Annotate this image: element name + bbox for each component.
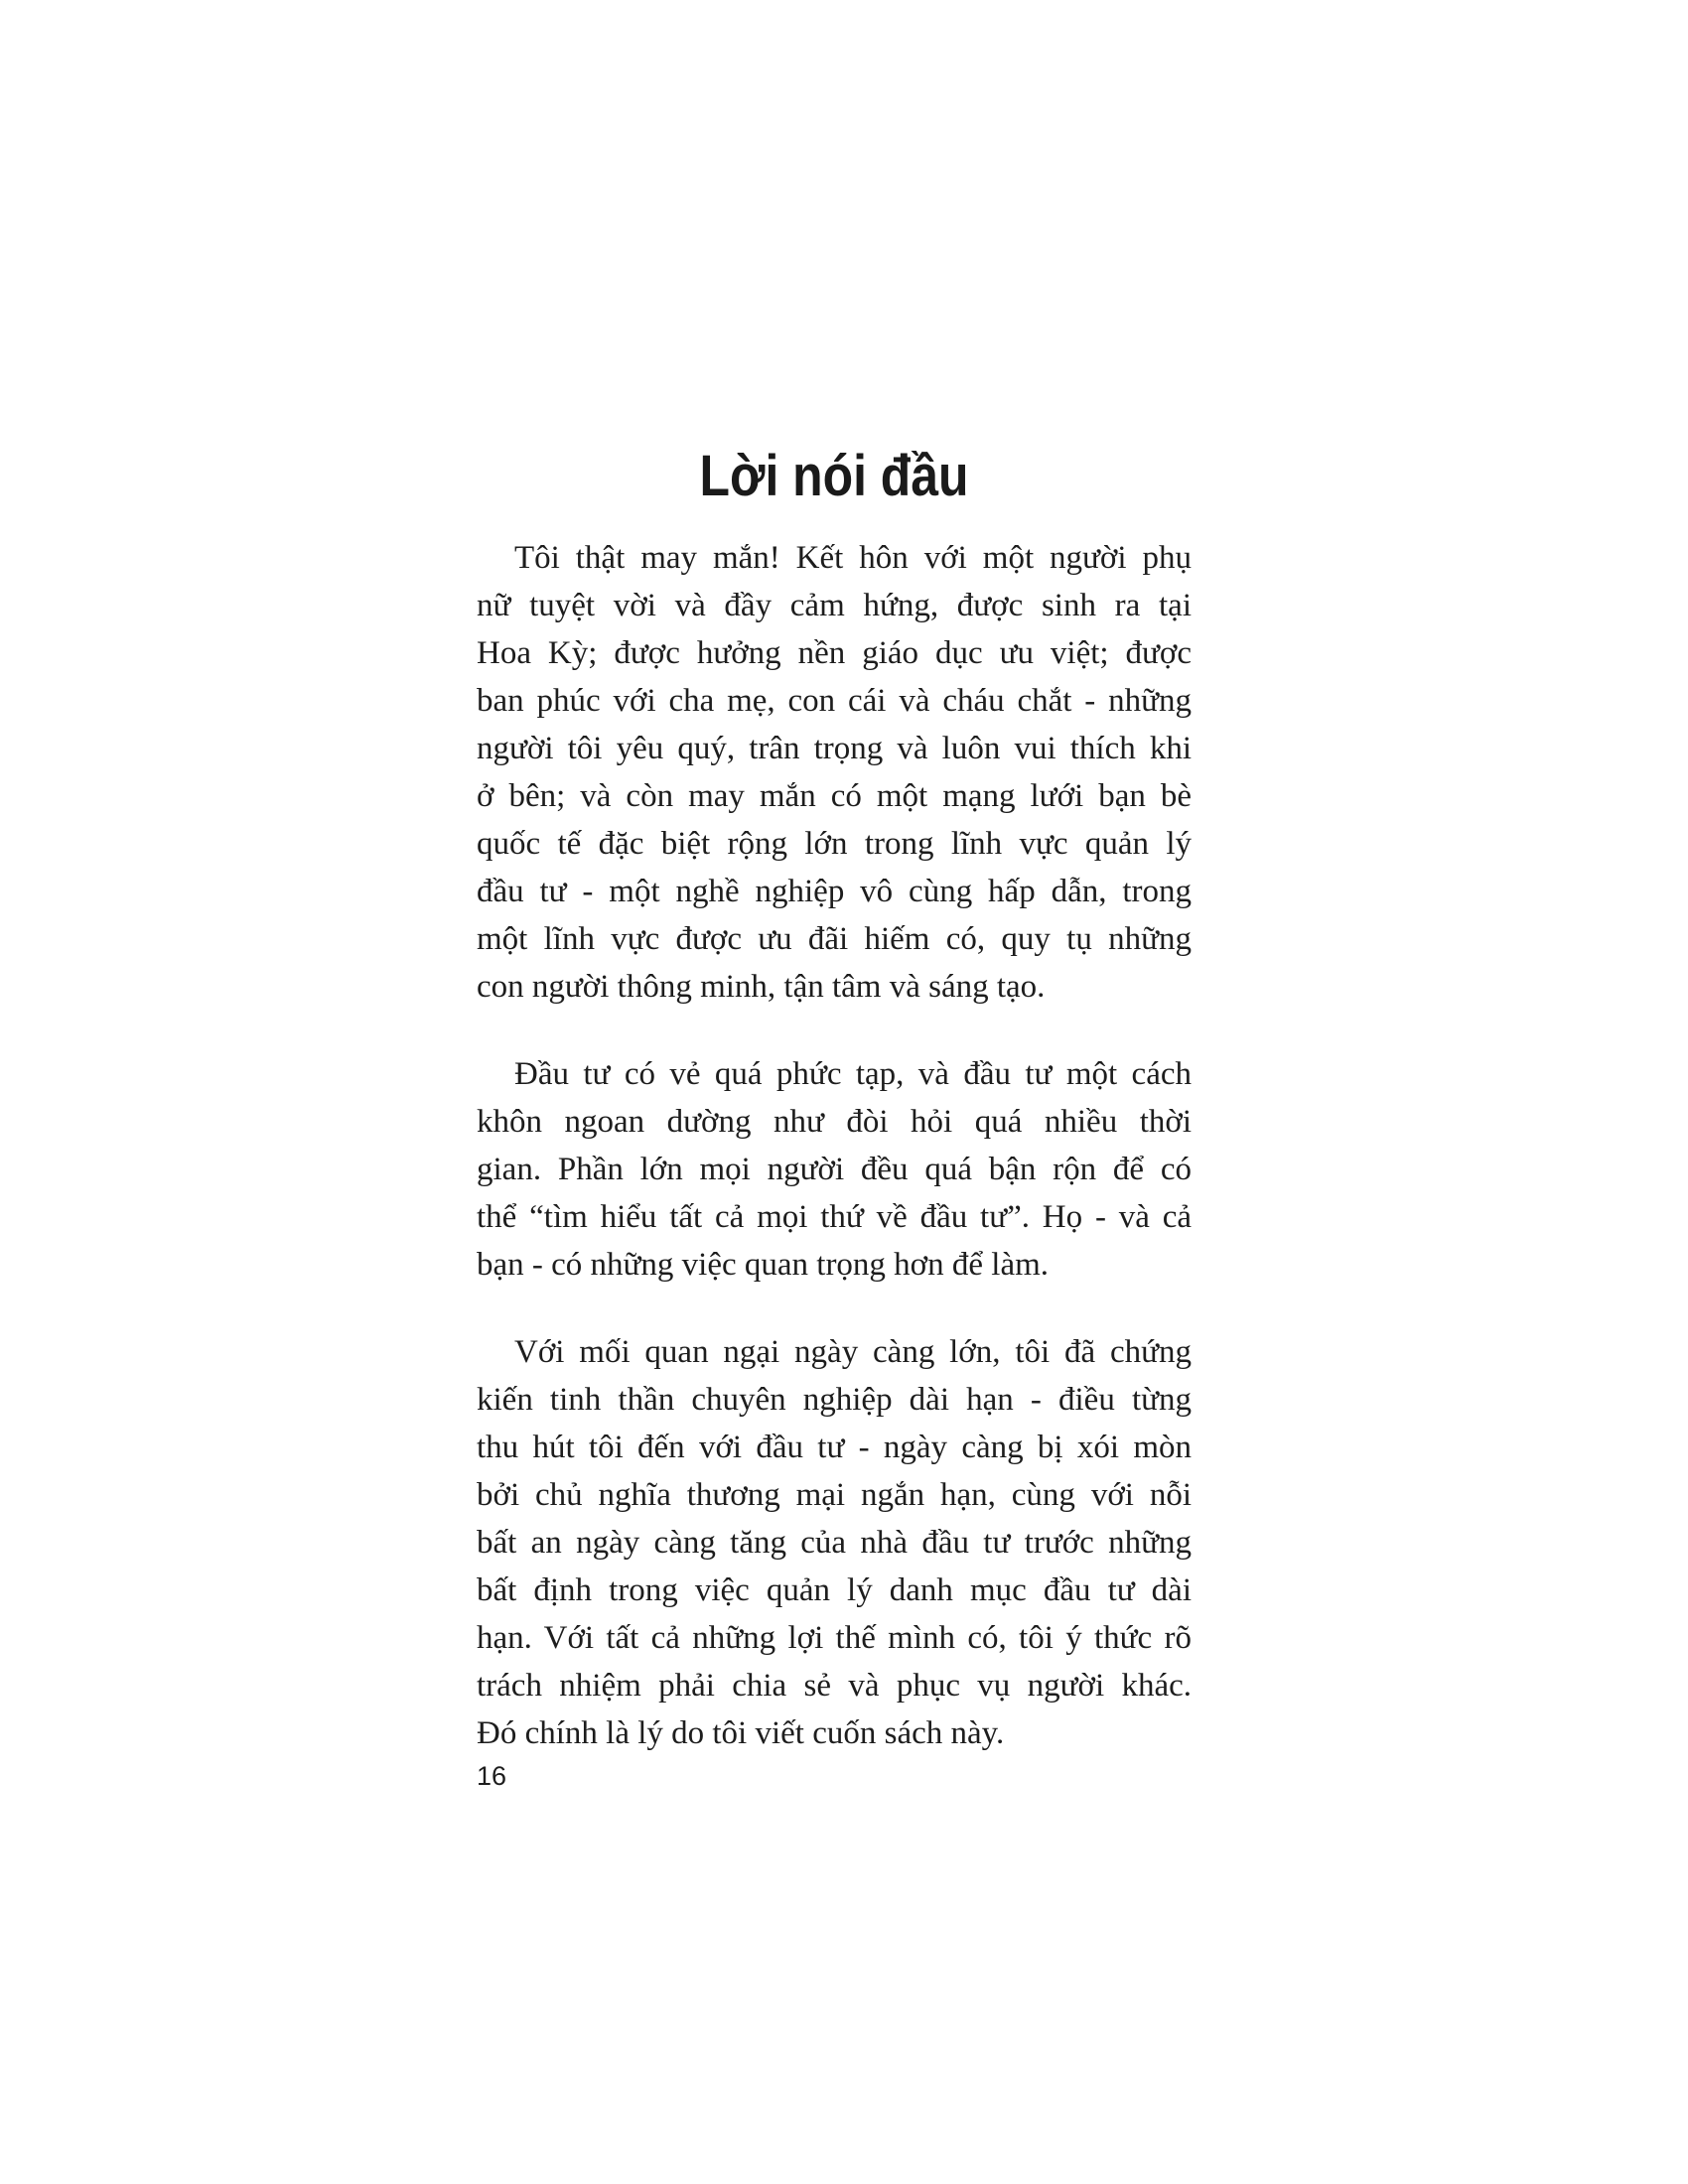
text-line: người tôi yêu quý, trân trọng và luôn vui thích khi	[477, 731, 1192, 766]
text-line: con người thông minh, tận tâm và sáng tạo.	[477, 969, 1046, 1005]
body-text	[477, 534, 1192, 1797]
text-line: thể “tìm hiểu tất cả mọi thứ về đầu tư”. Họ - và cả	[477, 1199, 1192, 1235]
text-line: Với mối quan ngại ngày càng lớn, tôi đã chứng	[514, 1334, 1192, 1370]
text-line: bạn - có những việc quan trọng hơn để làm.	[477, 1247, 1050, 1283]
text-line: trách nhiệm phải chia sẻ và phục vụ người khác.	[477, 1668, 1192, 1704]
paragraph	[477, 1328, 1192, 1757]
text-line: Hoa Kỳ; được hưởng nền giáo dục ưu việt; được	[477, 635, 1192, 671]
text-line: kiến tinh thần chuyên nghiệp dài hạn - điều từng	[477, 1382, 1192, 1418]
text-line: bất an ngày càng tăng của nhà đầu tư trước những	[477, 1525, 1192, 1561]
text-line: nữ tuyệt vời và đầy cảm hứng, được sinh ra tại	[477, 588, 1192, 623]
text-line: ở bên; và còn may mắn có một mạng lưới bạn bè	[477, 778, 1192, 814]
chapter-title: Lời nói đầu	[699, 444, 969, 508]
text-line: đầu tư - một nghề nghiệp vô cùng hấp dẫn, trong	[477, 874, 1192, 909]
page-number: 16	[477, 1761, 507, 1791]
text-line: ban phúc với cha mẹ, con cái và cháu chắt - những	[477, 683, 1192, 719]
text-line: khôn ngoan dường như đòi hỏi quá nhiều thời	[477, 1104, 1192, 1140]
text-line: gian. Phần lớn mọi người đều quá bận rộn để có	[477, 1152, 1192, 1187]
text-line: một lĩnh vực được ưu đãi hiếm có, quy tụ những	[477, 921, 1192, 957]
text-line: thu hút tôi đến với đầu tư - ngày càng bị xói mòn	[477, 1430, 1192, 1465]
text-line: quốc tế đặc biệt rộng lớn trong lĩnh vực quản lý	[477, 826, 1192, 862]
text-line: Tôi thật may mắn! Kết hôn với một người phụ	[514, 540, 1192, 576]
text-line: Đầu tư có vẻ quá phức tạp, và đầu tư một cách	[514, 1056, 1192, 1092]
paragraph	[477, 1050, 1192, 1289]
text-line: bởi chủ nghĩa thương mại ngắn hạn, cùng với nỗi	[477, 1477, 1192, 1513]
text-line: bất định trong việc quản lý danh mục đầu tư dài	[477, 1572, 1192, 1608]
text-line: Đó chính là lý do tôi viết cuốn sách này.	[477, 1715, 1005, 1751]
text-line: hạn. Với tất cả những lợi thế mình có, tôi ý thức rõ	[477, 1620, 1192, 1656]
paragraph	[477, 534, 1192, 1011]
